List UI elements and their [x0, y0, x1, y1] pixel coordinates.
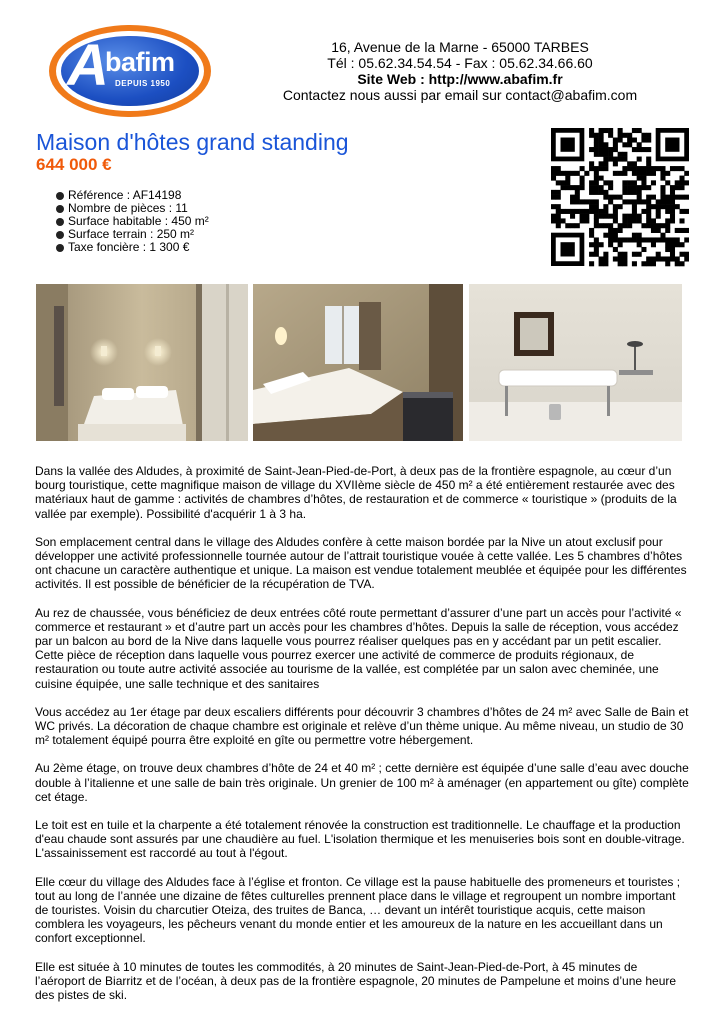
fact-item: Taxe foncière : 1 300 €: [56, 241, 209, 254]
bullet-icon: [56, 205, 64, 213]
description-paragraph: Dans la vallée des Aldudes, à proximité de Saint-Jean-Pied-de-Port, à deux pas de la frontière espagnole, au cœur d’un bourg touristique, cette magnifique maison de village du XVIIème siècle de 450 m² a été entièrement restaurée avec des matériaux haut de gamme : activités de chambres d’hôtes, de restauration et de commerce « touristique » (produits de la vallée par exemple). Possibilité d'acquérir 1 à 3 ha.: [35, 464, 677, 521]
agency-email[interactable]: Contactez nous aussi par email sur contact@abafim.com: [282, 87, 638, 103]
logo-letter: A: [67, 33, 109, 98]
bullet-icon: [56, 244, 64, 252]
listing-description: [35, 464, 690, 1016]
fact-item: Surface terrain : 250 m²: [56, 228, 209, 241]
description-paragraph: Au 2ème étage, on trouve deux chambres d’hôte de 24 et 40 m² ; cette dernière est équipée d’une salle d’eau avec douche double à l’italienne et une salle de bain très originale. Un grenier de 100 m² à aménager (en appartement ou gîte) complète cet étage.: [35, 761, 689, 804]
fact-item: Surface habitable : 450 m²: [56, 215, 209, 228]
bullet-icon: [56, 218, 64, 226]
description-paragraph: Au rez de chaussée, vous bénéficiez de deux entrées côté route permettant d’assurer d’une part un accès pour l’activité « commerce et restaurant » et d’autre part un accès pour les chambres d’hôtes. Depuis la salle de réception, vous accédez par un balcon au bord de la Nive dans laquelle vous pourrez réaliser quelques pas en y accédant par un petit escalier. Cette pièce de réception dans laquelle vous pourrez exercer une activité de commerce de produits régionaux, de restauration ou toute autre activité associée au tourisme de la vallée, est complétée par un salon avec cheminée, une cuisine équipée, une salle technique et des sanitaires: [35, 605, 682, 691]
description-paragraph: Elle cœur du village des Aldudes face à l’église et fronton. Ce village est la pause habituelle des promeneurs et touristes ; tout au long de l’année une dizaine de fêtes culturelles prennent place dans le village et regroupent un nombre important de touristes. Voisin du charcutier Oteiza, des truites de Banca, … devant un intérêt touristique acquis, cette maison comblera les voyageurs, les pêcheurs venant du monde entier et les amoureux de la nature en les accueillant dans un confort exceptionnel.: [35, 874, 681, 946]
bullet-icon: [56, 231, 64, 239]
fact-item: Nombre de pièces : 11: [56, 202, 209, 215]
qr-code[interactable]: [551, 128, 689, 268]
agency-website[interactable]: Site Web : http://www.abafim.fr: [357, 71, 563, 87]
bullet-icon: [56, 192, 64, 200]
agency-phone-fax: Tél : 05.62.34.54.54 - Fax : 05.62.34.66.60: [327, 55, 593, 71]
abafim-logo: [49, 25, 211, 117]
listing-facts: [56, 189, 209, 254]
fact-item: Référence : AF14198: [56, 189, 209, 202]
bedroom-window-photo: [253, 284, 463, 441]
description-paragraph: Elle est située à 10 minutes de toutes les commodités, à 20 minutes de Saint-Jean-Pied-de-Port, à 45 minutes de l’aéroport de Biarritz et de l’océan, à deux pas de la frontière espagnole, 20 minutes de Pampelune et moins d’une heure des pistes de ski.: [35, 959, 677, 1003]
logo-since: DEPUIS 1950: [115, 79, 171, 88]
agency-address: 16, Avenue de la Marne - 65000 TARBES: [331, 39, 589, 55]
description-paragraph: Le toit est en tuile et la charpente a été totalement rénovée la construction est traditionnelle. Le chauffage et la production d'eau chaude sont assurés par une chaudière au fuel. L'isolation thermique et les menuiseries bois sont en double-vitrage. L'assainissement est raccordé au tout à l'égout.: [35, 818, 685, 861]
listing-price: 644 000 €: [36, 155, 112, 174]
bathroom-sink-photo: [469, 284, 682, 441]
agency-contact: [260, 39, 660, 103]
logo-name: bafim: [105, 47, 175, 77]
description-paragraph: Vous accédez au 1er étage par deux escaliers différents pour découvrir 3 chambres d’hôtes de 24 m² avec Salle de Bain et WC privés. La décoration de chaque chambre est originale et relève d’un thème unique. Au même niveau, un studio de 30 m² totalement équipé pourra être exploité en gîte ou permettre votre hébergement.: [35, 704, 689, 748]
bedroom-photo: [36, 284, 248, 441]
listing-title: Maison d'hôtes grand standing: [36, 129, 349, 155]
description-paragraph: Son emplacement central dans le village des Aldudes confère à cette maison bordée par la Nive un atout exclusif pour développer une activité professionnelle tournée autour de l’attrait touristique vouée à cette vallée. Les 5 chambres d’hôtes ont chacune un caractère authentique et unique. La maison est vendue totalement meublée et équipée pour les différentes activités. Il est possible de bénéficier de la récupération de TVA.: [35, 534, 687, 592]
